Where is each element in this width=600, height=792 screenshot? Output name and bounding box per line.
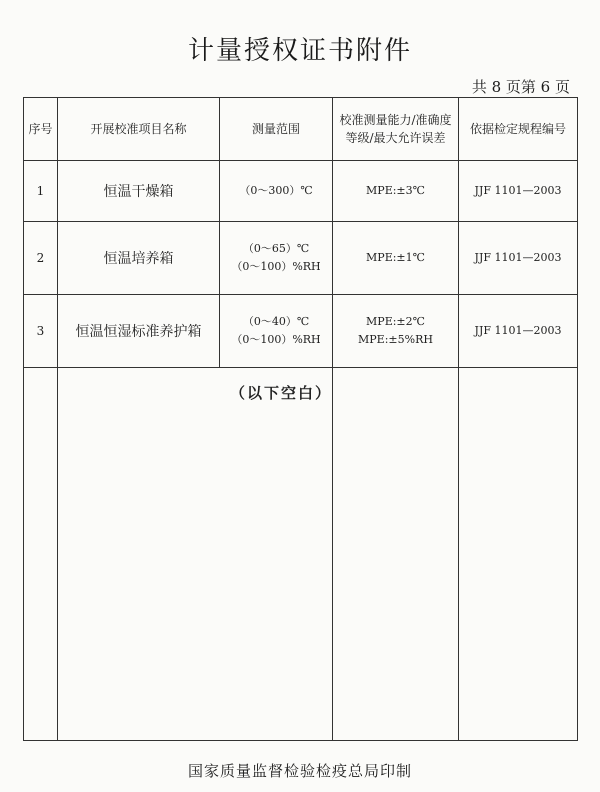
cell-capability-line1: MPE:±1℃ xyxy=(366,251,425,264)
blank-row xyxy=(24,368,578,741)
header-seq: 序号 xyxy=(24,98,58,161)
document-title: 计量授权证书附件 xyxy=(187,36,412,66)
blank-cell-note xyxy=(58,368,333,741)
table-row xyxy=(24,295,578,368)
header-item-name: 开展校准项目名称 xyxy=(58,98,220,161)
footer-printer: 国家质量监督检验检疫总局印制 xyxy=(187,762,412,780)
cell-range xyxy=(220,295,333,368)
cell-spec: JJF 1101—2003 xyxy=(459,161,578,222)
cell-capability xyxy=(333,161,459,222)
header-range: 测量范围 xyxy=(220,98,333,161)
cell-range-line2: （0～100）%RH xyxy=(231,260,321,273)
header-capability-line2: 等级/最大允许误差 xyxy=(345,131,446,145)
cell-range xyxy=(220,161,333,222)
page-indicator: 共 8 页第 6 页 xyxy=(471,78,570,96)
table-row xyxy=(24,222,578,295)
header-capability-line1: 校准测量能力/准确度 xyxy=(339,113,452,127)
cell-range-line1: （0～40）℃ xyxy=(242,315,310,328)
cell-range xyxy=(220,222,333,295)
cell-capability xyxy=(333,295,459,368)
cell-range-line2: （0～100）%RH xyxy=(231,333,321,346)
authorization-table xyxy=(23,97,578,741)
cell-capability-line2: MPE:±5%RH xyxy=(358,333,433,346)
cell-seq: 3 xyxy=(24,295,58,368)
cell-capability xyxy=(333,222,459,295)
cell-range-line1: （0～65）℃ xyxy=(242,242,310,255)
cell-seq: 2 xyxy=(24,222,58,295)
cell-capability-line1: MPE:±2℃ xyxy=(366,315,425,328)
cell-seq: 1 xyxy=(24,161,58,222)
cell-item-name: 恒温培养箱 xyxy=(58,222,220,295)
blank-cell-seq xyxy=(24,368,58,741)
table-row xyxy=(24,161,578,222)
cell-spec: JJF 1101—2003 xyxy=(459,295,578,368)
header-capability xyxy=(333,98,459,161)
cell-capability-line1: MPE:±3℃ xyxy=(366,184,425,197)
cell-spec: JJF 1101—2003 xyxy=(459,222,578,295)
blank-note: （以下空白） xyxy=(230,384,333,402)
cell-item-name: 恒温恒湿标准养护箱 xyxy=(58,295,220,368)
cell-item-name: 恒温干燥箱 xyxy=(58,161,220,222)
table-header-row xyxy=(24,98,578,161)
header-spec: 依据检定规程编号 xyxy=(459,98,578,161)
blank-cell-capability xyxy=(333,368,459,741)
cell-range-line1: （0～300）℃ xyxy=(239,184,313,197)
blank-cell-spec xyxy=(459,368,578,741)
